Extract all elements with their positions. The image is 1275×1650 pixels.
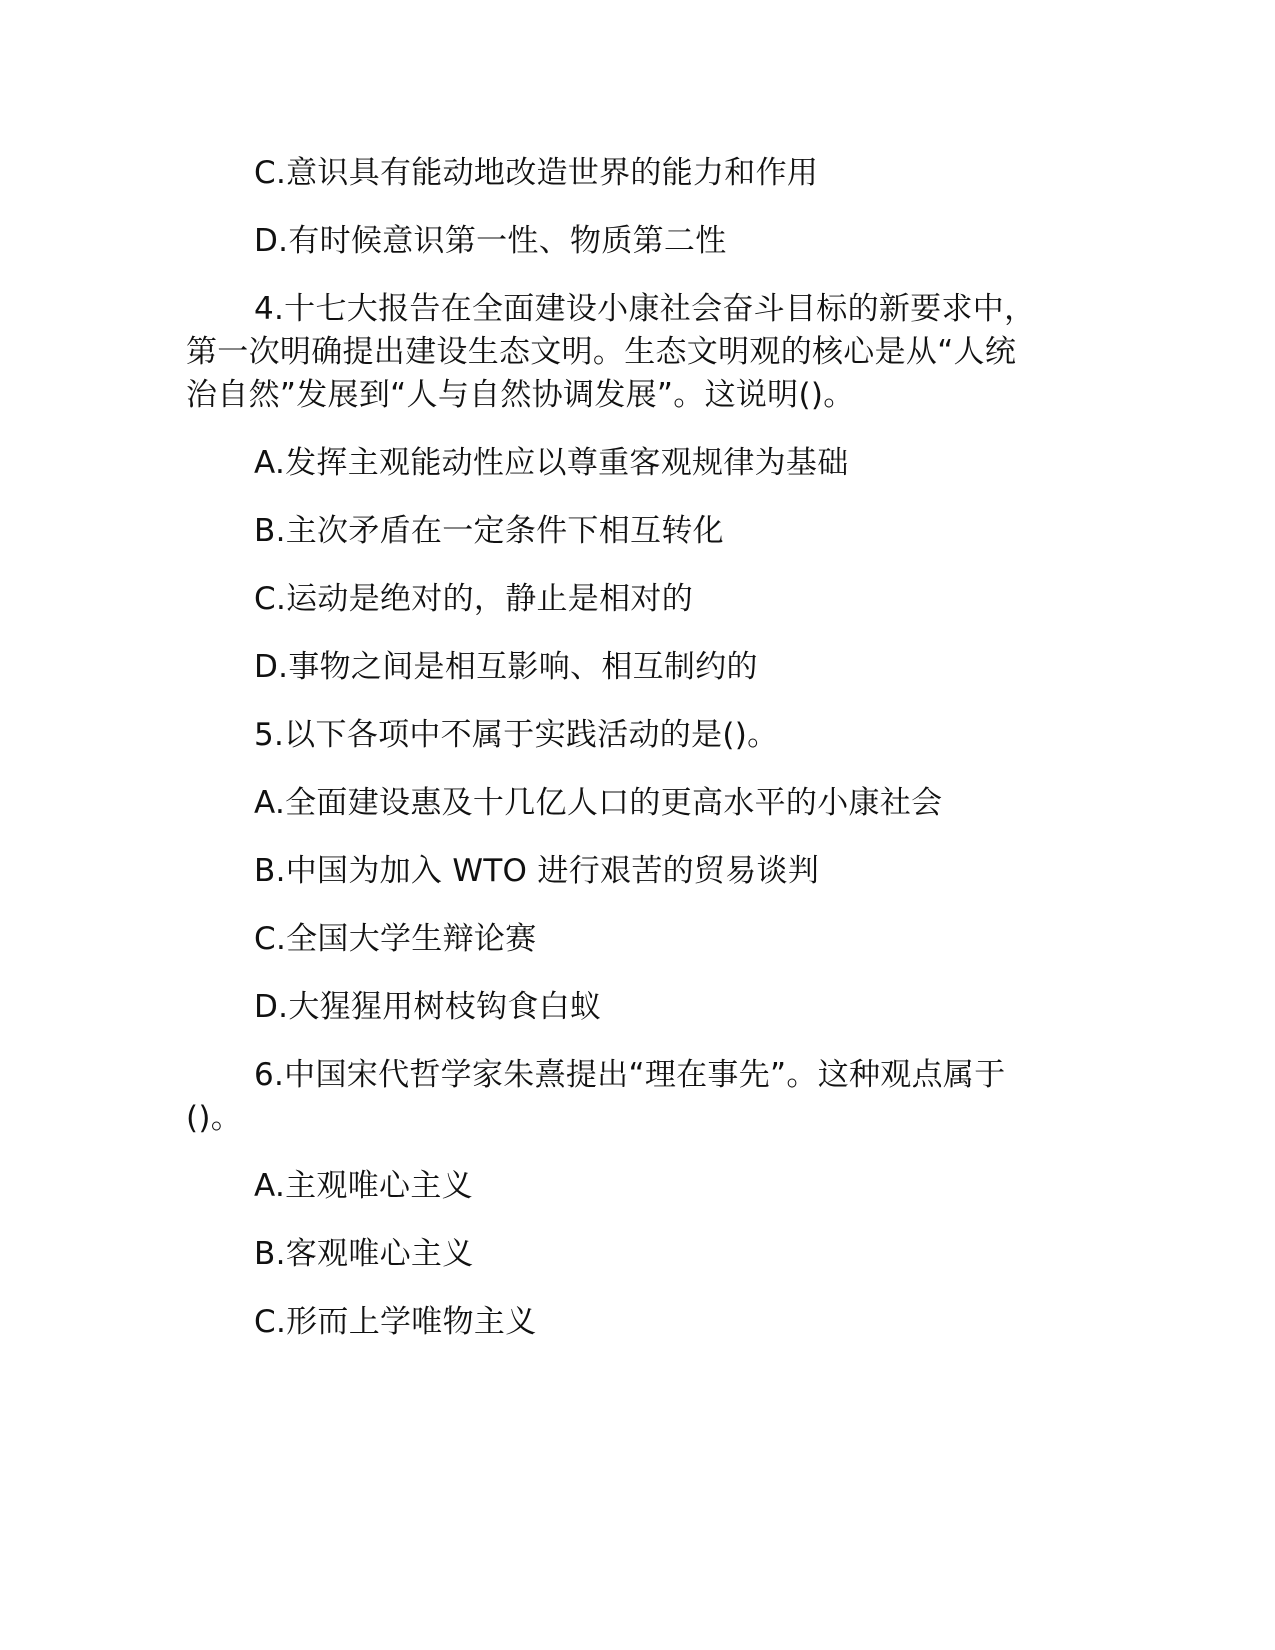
question-6 bbox=[186, 1054, 1086, 1140]
q3-option-c: C.意识具有能动地改造世界的能力和作用 bbox=[254, 155, 819, 191]
question-4-line-1: 4.十七大报告在全面建设小康社会奋斗目标的新要求中， bbox=[254, 291, 1036, 327]
q6-option-c: C.形而上学唯物主义 bbox=[254, 1304, 537, 1340]
q4-option-d: D.事物之间是相互影响、相互制约的 bbox=[254, 649, 758, 685]
question-4-line-2: 第一次明确提出建设生态文明。生态文明观的核心是从“人统 bbox=[186, 334, 1017, 370]
q4-option-b: B.主次矛盾在一定条件下相互转化 bbox=[254, 513, 724, 549]
q5-option-a: A.全面建设惠及十几亿人口的更高水平的小康社会 bbox=[254, 785, 943, 821]
question-6-line-2: ()。 bbox=[186, 1100, 243, 1136]
question-4-line-3: 治自然”发展到“人与自然协调发展”。这说明()。 bbox=[186, 377, 855, 413]
q4-option-a: A.发挥主观能动性应以尊重客观规律为基础 bbox=[254, 445, 849, 481]
q6-option-a: A.主观唯心主义 bbox=[254, 1168, 473, 1204]
q5-option-c: C.全国大学生辩论赛 bbox=[254, 921, 537, 957]
question-5: 5.以下各项中不属于实践活动的是()。 bbox=[254, 717, 779, 753]
q6-option-b: B.客观唯心主义 bbox=[254, 1236, 474, 1272]
question-6-line-1: 6.中国宋代哲学家朱熹提出“理在事先”。这种观点属于 bbox=[254, 1057, 1006, 1093]
q5-option-b: B.中国为加入 WTO 进行艰苦的贸易谈判 bbox=[254, 853, 820, 889]
document-body bbox=[186, 152, 1086, 1369]
q3-option-d: D.有时候意识第一性、物质第二性 bbox=[254, 223, 727, 259]
q5-option-d: D.大猩猩用树枝钩食白蚁 bbox=[254, 989, 602, 1025]
question-4 bbox=[186, 288, 1086, 417]
q4-option-c: C.运动是绝对的，静止是相对的 bbox=[254, 581, 693, 617]
